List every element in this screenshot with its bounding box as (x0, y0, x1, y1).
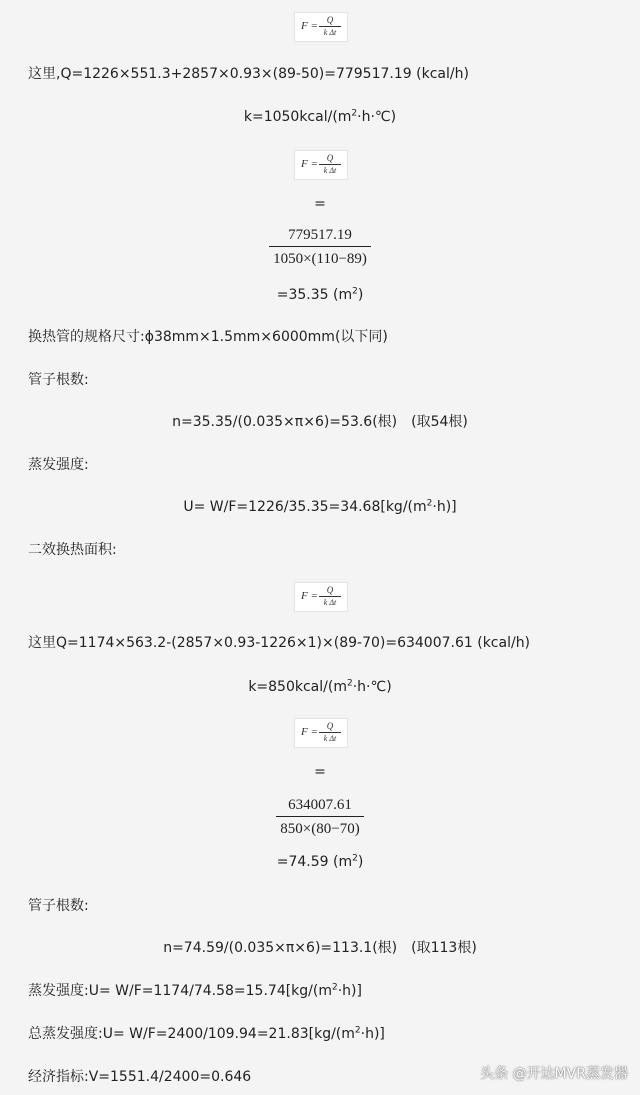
u1-b: ·h)] (432, 499, 457, 515)
formula-numerator: Q (326, 721, 334, 731)
spec-line: 换热管的规格尺寸:ϕ38mm×1.5mm×6000mm(以下同) (28, 329, 388, 345)
formula-lhs: F = (301, 590, 318, 602)
tubes-1-label: 管子根数: (28, 372, 89, 388)
formula-denominator: k Δt (323, 166, 337, 175)
result-1-b: ) (357, 287, 364, 303)
u3-b: ·h)] (360, 1026, 385, 1042)
k2-sup: 2 (346, 678, 353, 689)
q1-line: 这里,Q=1226×551.3+2857×0.93×(89-50)=779517.19 (kcal/h) (28, 66, 469, 82)
result-2 (0, 852, 640, 872)
formula-denominator: k Δt (323, 598, 337, 607)
formula-lhs: F = (301, 158, 318, 170)
n2-line: n=74.59/(0.035×π×6)=113.1(根) (取113根) (163, 940, 477, 956)
formula-numerator: Q (326, 585, 334, 595)
formula-image-4 (294, 718, 348, 748)
u1-a: U= W/F=1226/35.35=34.68[kg/(m (183, 499, 427, 515)
k2-text-b: ·h·℃) (352, 679, 392, 695)
formula-numerator: Q (326, 153, 334, 163)
fraction-1 (0, 226, 640, 268)
formula-lhs: F = (301, 726, 318, 738)
u2-sup: 2 (332, 982, 338, 993)
n1-line: n=35.35/(0.035×π×6)=53.6(根) (取54根) (172, 414, 468, 430)
formula-image-2 (294, 150, 348, 180)
equals-2: = (314, 764, 326, 780)
result-2-b: ) (357, 854, 364, 870)
k1-sup: 2 (351, 108, 358, 119)
formula-fraction (317, 721, 343, 744)
evap-1-label: 蒸发强度: (28, 457, 89, 473)
q2-line: 这里Q=1174×563.2-(2857×0.93-1226×1)×(89-70)=634007.61 (kcal/h) (28, 635, 531, 651)
result-1-a: =35.35 (m (276, 287, 353, 303)
equals-1: = (314, 196, 326, 212)
formula-numerator: Q (326, 15, 334, 25)
formula-lhs: F = (301, 20, 318, 32)
fraction-1-denominator: 1050×(110−89) (273, 251, 367, 267)
fraction-2 (0, 796, 640, 838)
u3-sup: 2 (354, 1025, 361, 1036)
tubes-2-label: 管子根数: (28, 898, 89, 914)
u1-line (0, 497, 640, 517)
k1-text-b: ·h·℃) (357, 109, 397, 125)
formula-image-3 (294, 582, 348, 612)
watermark: 头条 @开达MVR蒸发器 (480, 1066, 628, 1082)
u2-b: ·h)] (337, 983, 362, 999)
u1-sup: 2 (426, 498, 433, 509)
result-2-sup: 2 (352, 853, 358, 864)
result-2-a: =74.59 (m (276, 854, 353, 870)
formula-fraction (317, 153, 343, 176)
k2-text-a: k=850kcal/(m (248, 679, 347, 695)
fraction-1-numerator: 779517.19 (288, 227, 352, 243)
fraction-2-bar (276, 816, 363, 817)
u2-line (0, 981, 640, 1001)
k1-line (0, 107, 640, 127)
result-1 (0, 285, 640, 305)
u3-a: 总蒸发强度:U= W/F=2400/109.94=21.83[kg/(m (28, 1026, 355, 1042)
formula-fraction (317, 585, 343, 608)
economy-line: 经济指标:V=1551.4/2400=0.646 (28, 1069, 252, 1085)
fraction-2-denominator: 850×(80−70) (280, 821, 360, 837)
formula-denominator: k Δt (323, 734, 337, 743)
formula-image-1 (294, 12, 348, 42)
k2-line (0, 677, 640, 697)
result-1-sup: 2 (352, 286, 358, 297)
u2-a: 蒸发强度:U= W/F=1174/74.58=15.74[kg/(m (28, 983, 332, 999)
fraction-2-numerator: 634007.61 (288, 797, 352, 813)
formula-denominator: k Δt (323, 28, 337, 37)
formula-fraction (317, 15, 343, 38)
second-effect-label: 二效换热面积: (28, 542, 117, 558)
u3-line (0, 1024, 640, 1044)
k1-text-a: k=1050kcal/(m (243, 109, 352, 125)
fraction-1-bar (269, 246, 371, 247)
